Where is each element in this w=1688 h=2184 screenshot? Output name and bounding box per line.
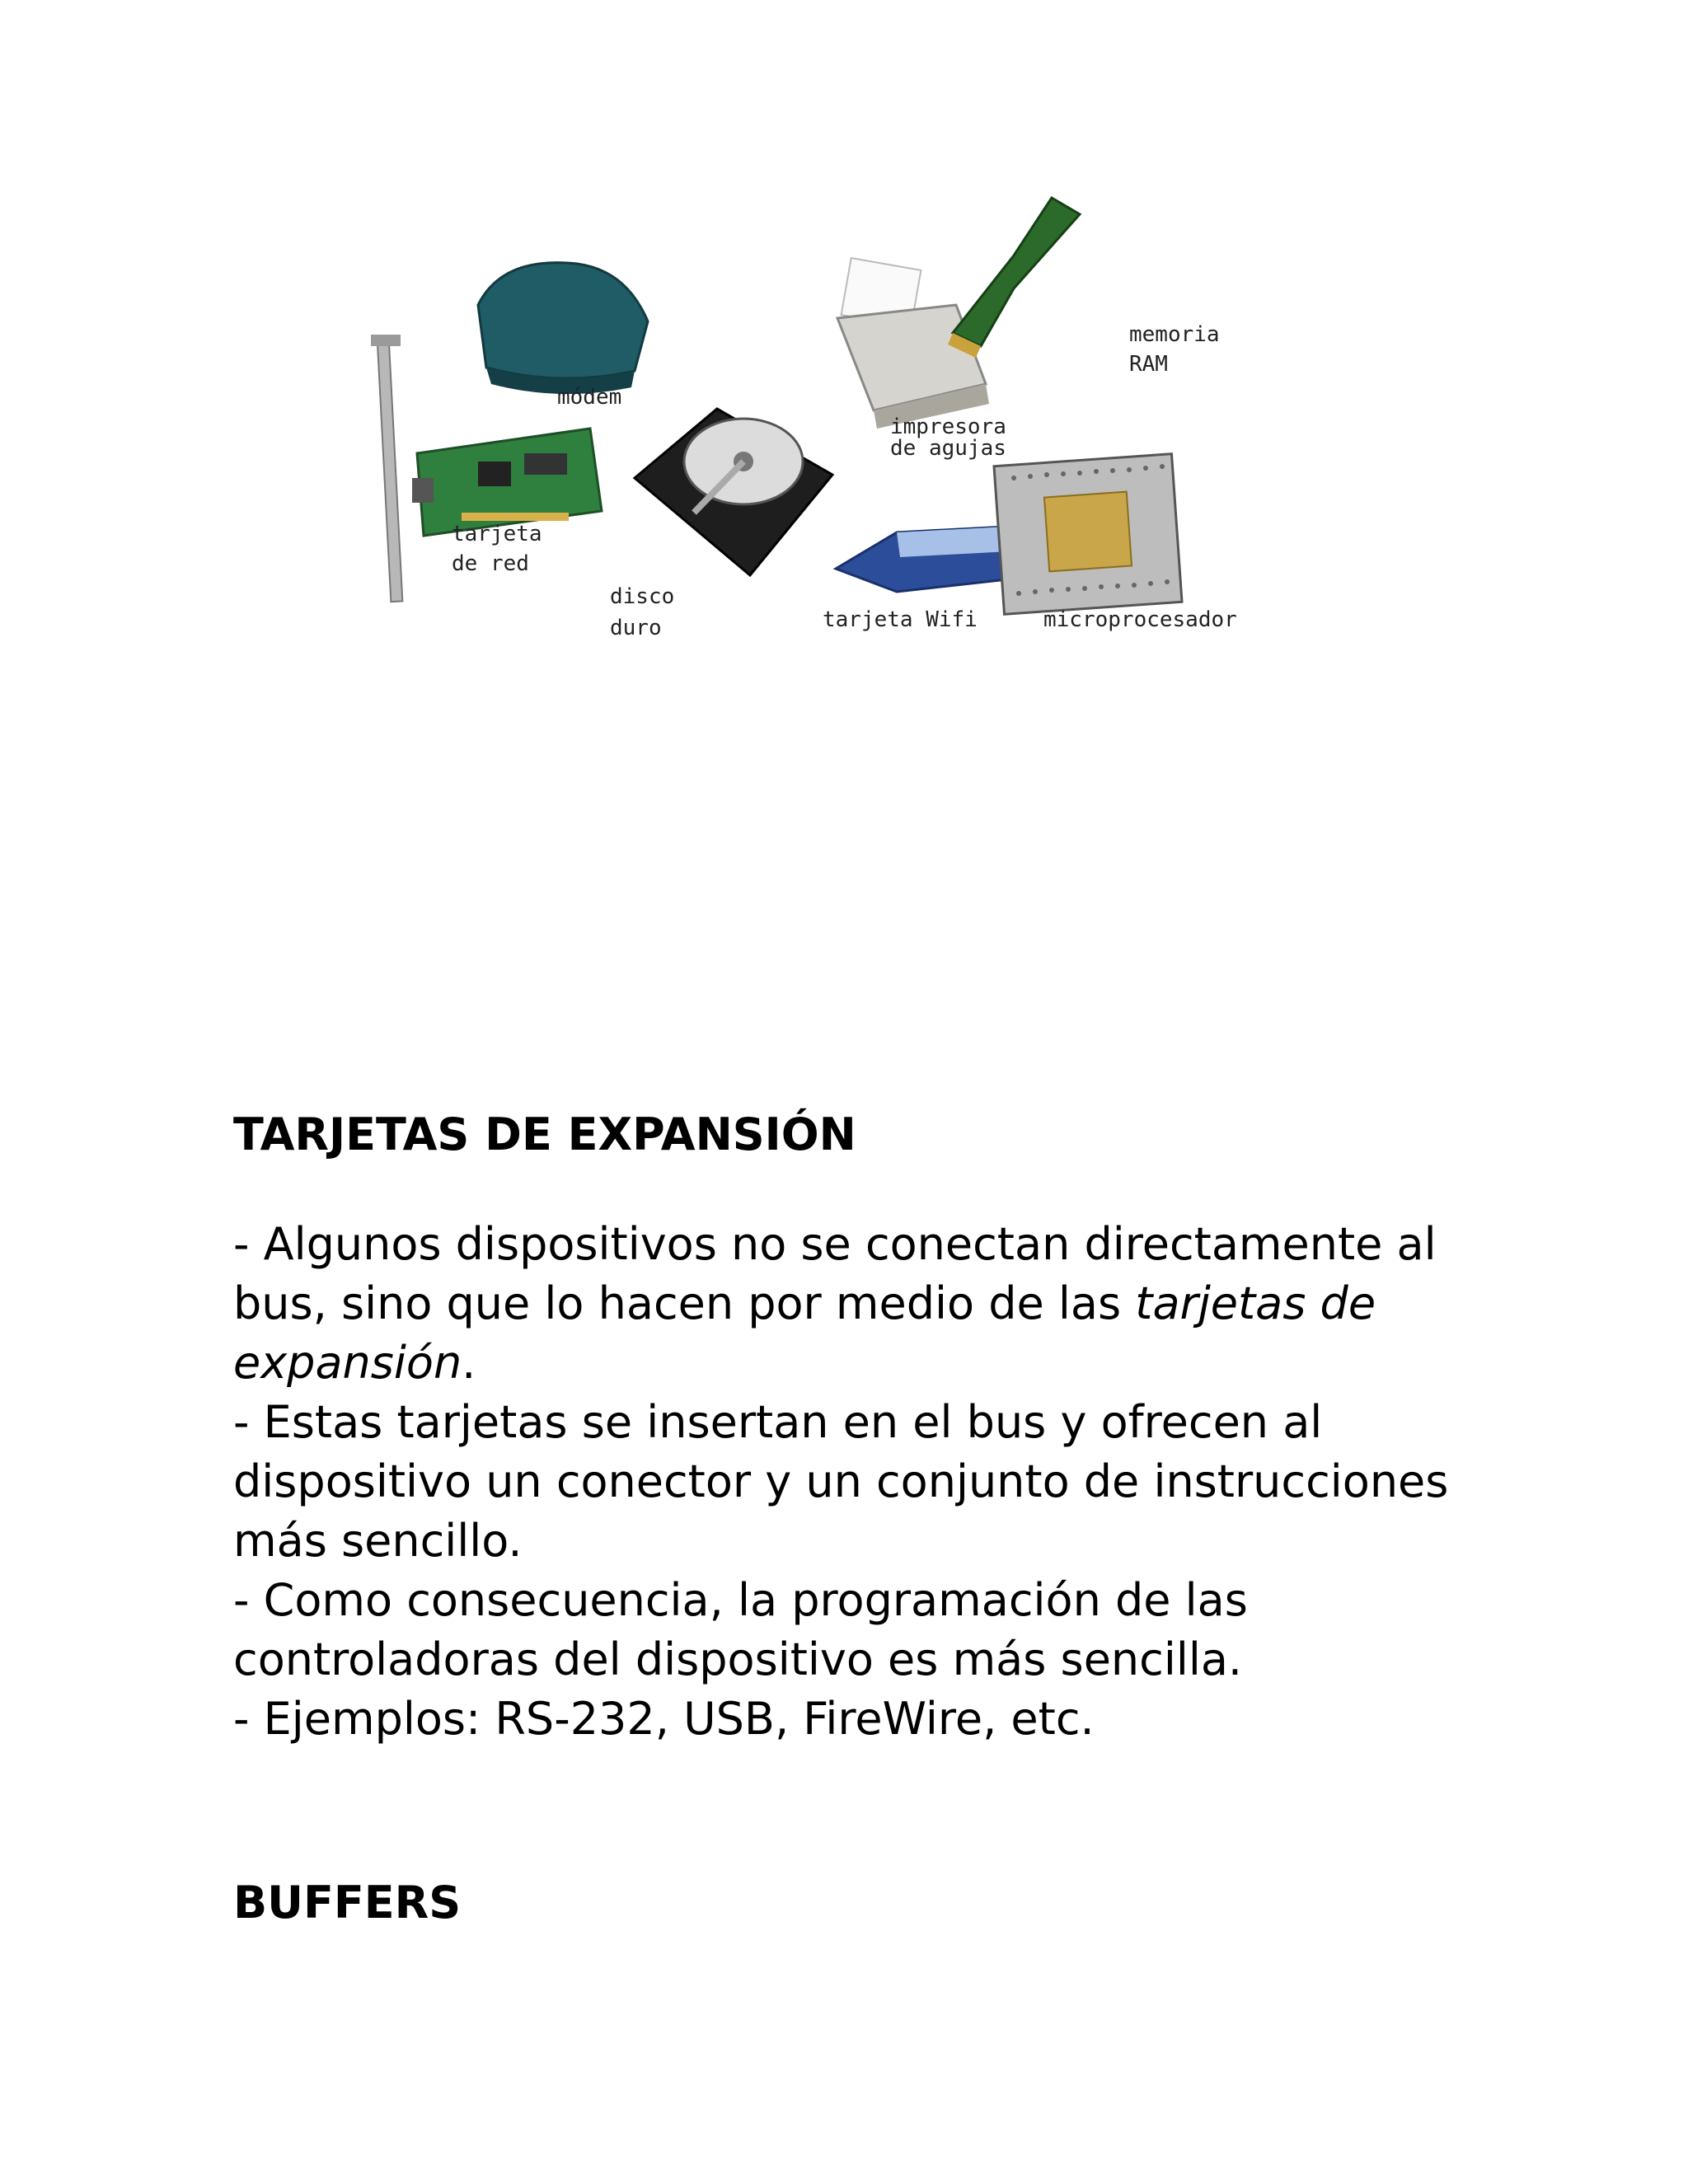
paragraph-4: - Ejemplos: RS-232, USB, FireWire, etc. — [233, 1693, 1095, 1745]
microprocessor-illustration — [994, 454, 1182, 615]
hard-disk-illustration — [635, 409, 832, 575]
label-impresora-line1: impresora — [890, 415, 1006, 439]
label-tarjeta-wifi: tarjeta Wifi — [823, 607, 978, 632]
modem-illustration — [478, 263, 648, 395]
paragraph-1-end: . — [462, 1337, 476, 1389]
label-memoria-line2: RAM — [1129, 352, 1168, 377]
label-modem: módem — [557, 385, 622, 410]
label-disco-line1: disco — [610, 584, 675, 609]
paragraph-1-text: - Algunos dispositivos no se conectan directamente al bus, sino que lo hacen por medio de las — [233, 1218, 1437, 1329]
label-impresora-line2: de agujas — [890, 436, 1006, 461]
section-tarjetas-de-expansion — [233, 1106, 1519, 1749]
hardware-components-figure — [363, 181, 1302, 659]
paragraph-1 — [233, 1215, 1519, 1393]
label-tarjeta-red-line2: de red — [452, 551, 529, 576]
paragraph-2: - Estas tarjetas se insertan en el bus y ofrecen al dispositivo un conector y un conjunto de instrucciones más sencillo. — [233, 1396, 1449, 1567]
section-title-buffers: BUFFERS — [233, 1877, 462, 1929]
label-memoria-line1: memoria — [1129, 322, 1220, 347]
ram-module-illustration — [948, 198, 1080, 358]
label-disco-line2: duro — [610, 616, 662, 640]
paragraph-1-emphasis: tarjetas de expansión — [233, 1277, 1376, 1389]
label-microprocesador: microprocesador — [1043, 607, 1237, 632]
section-title-tarjetas: TARJETAS DE EXPANSIÓN — [233, 1108, 856, 1160]
paragraph-3: - Como consecuencia, la programación de las controladoras del dispositivo es más sencilla. — [233, 1574, 1248, 1685]
label-tarjeta-red-line1: tarjeta — [452, 522, 542, 546]
